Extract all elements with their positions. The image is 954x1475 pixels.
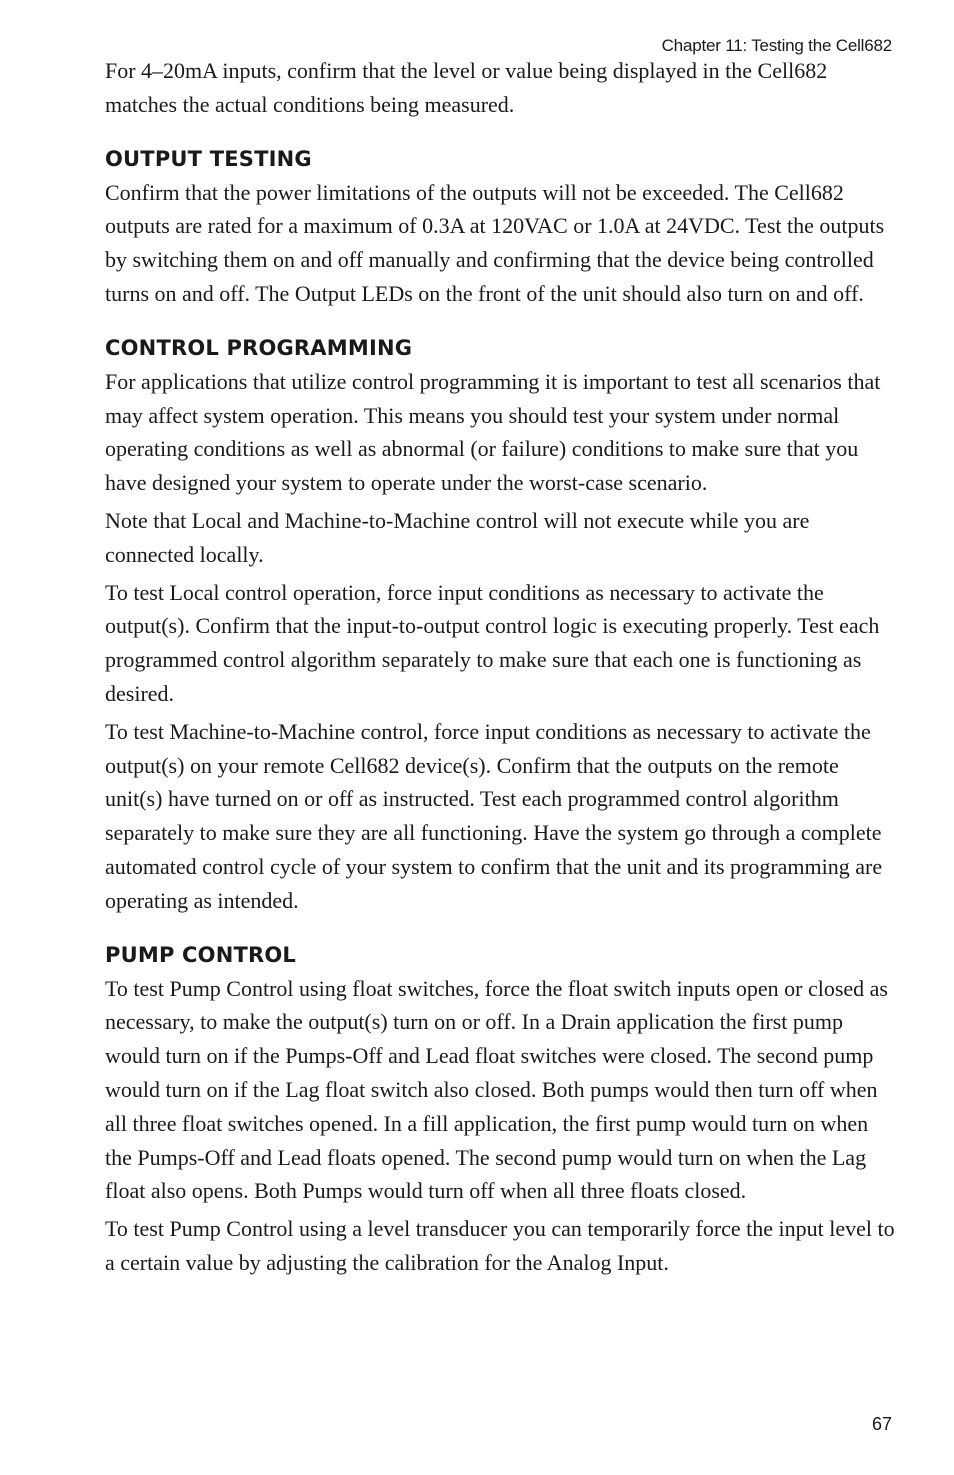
output-testing-paragraph: Confirm that the power limitations of the outputs will not be exceeded. The Cell682 outputs are rated for a maximum of 0.3A at 120VAC or 1.0A at 24VDC. Test the outputs by switching them on and off manually and confirming that the device being controlled turns on and off. The Output LEDs on the front of the unit should also turn on and off. [105, 179, 885, 306]
section-heading-pump-control: PUMP CONTROL [105, 942, 297, 967]
page-content [105, 54, 900, 1284]
intro-paragraph: For 4–20mA inputs, confirm that the level or value being displayed in the Cell682 matches the actual conditions being measured. [105, 58, 828, 117]
page-number: 67 [871, 1414, 892, 1434]
section-heading-control-programming: CONTROL PROGRAMMING [105, 335, 413, 360]
running-header: Chapter 11: Testing the Cell682 [661, 36, 892, 55]
control-programming-paragraph-4: To test Machine-to-Machine control, force input conditions as necessary to activate the output(s) on your remote Cell682 device(s). Confirm that the outputs on the remote unit(s) have turned on or off as instructed. Test each programmed control algorithm separately to make sure they are all functioning. Have the system go through a complete automated control cycle of your system to confirm that the unit and its programming are operating as intended. [105, 718, 883, 913]
pump-control-paragraph-2: To test Pump Control using a level transducer you can temporarily force the input level to a certain value by adjusting the calibration for the Analog Input. [105, 1216, 895, 1275]
control-programming-paragraph-1: For applications that utilize control programming it is important to test all scenarios that may affect system operation. This means you should test your system under normal operating conditions as well as abnormal (or failure) conditions to make sure that you have designed your system to operate under the worst-case scenario. [105, 368, 881, 496]
control-programming-paragraph-3: To test Local control operation, force input conditions as necessary to activate the output(s). Confirm that the input-to-output control logic is executing properly. Test each programmed control algorithm separately to make sure that each one is functioning as desired. [105, 579, 880, 706]
pump-control-paragraph-1: To test Pump Control using float switches, force the float switch inputs open or closed as necessary, to make the output(s) turn on or off. In a Drain application the first pump would turn on if the Pumps-Off and Lead float switches were closed. The second pump would turn on if the Lag float switch also closed. Both pumps would then turn off when all three float switches opened. In a fill application, the first pump would turn on when the Pumps-Off and Lead floats opened. The second pump would turn on when the Lag float also opens. Both Pumps would turn off when all three floats closed. [105, 975, 888, 1204]
section-heading-output-testing: OUTPUT TESTING [105, 146, 312, 171]
control-programming-paragraph-2: Note that Local and Machine-to-Machine control will not execute while you are connected locally. [105, 507, 810, 567]
